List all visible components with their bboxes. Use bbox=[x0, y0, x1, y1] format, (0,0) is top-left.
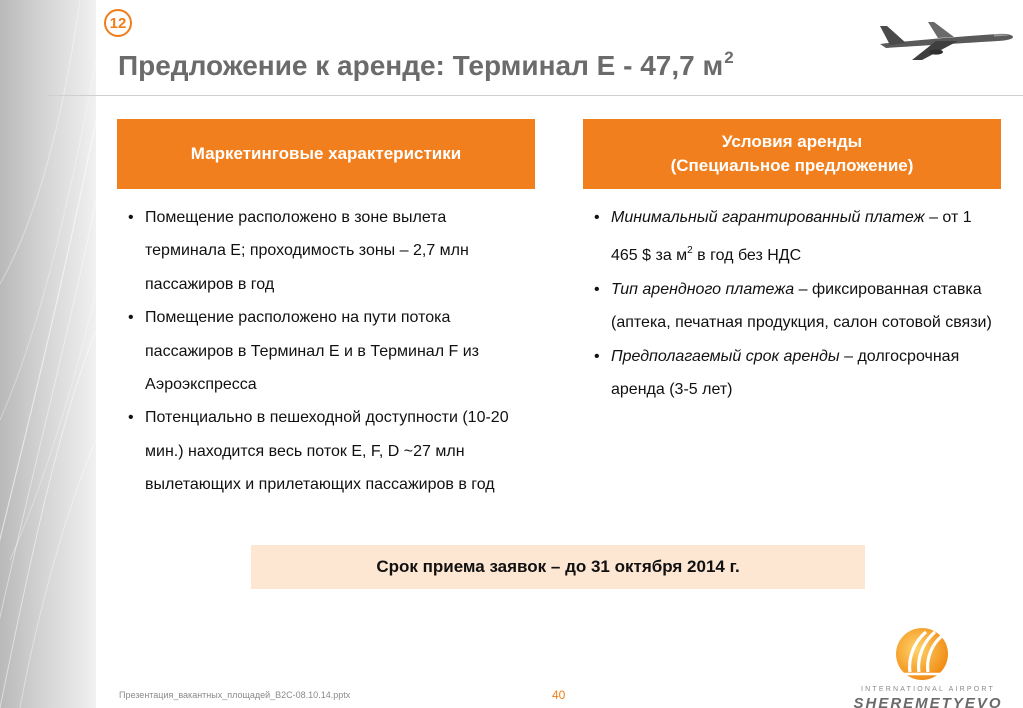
logo-tagline: INTERNATIONAL AIRPORT bbox=[861, 686, 995, 693]
marketing-header bbox=[117, 119, 535, 189]
logo-name: SHEREMETYEVO bbox=[853, 695, 1003, 708]
decor-curves bbox=[0, 0, 96, 708]
page-title-sup: 2 bbox=[724, 48, 734, 67]
term-text: – долгосрочная аренда (3-5 лет) bbox=[611, 347, 960, 399]
title-divider bbox=[48, 95, 1023, 96]
term-text: – от 1 465 $ за м bbox=[611, 209, 972, 265]
term-sup: 2 bbox=[687, 245, 693, 257]
lease-terms-bullets bbox=[584, 201, 1002, 406]
deadline-banner bbox=[251, 545, 865, 589]
slide-number-badge bbox=[104, 9, 132, 37]
airplane-icon bbox=[876, 8, 1016, 66]
term-label: Предполагаемый срок аренды bbox=[611, 347, 840, 365]
lease-terms-header-line1: Условия аренды bbox=[721, 132, 863, 151]
list-item bbox=[584, 201, 1002, 273]
lease-terms-header bbox=[583, 119, 1001, 189]
page-title-text: Предложение к аренде: Терминал Е - 47,7 м bbox=[118, 50, 724, 81]
sheremetyevo-emblem-icon bbox=[890, 624, 954, 684]
page-title bbox=[118, 48, 734, 82]
list-item: • Помещение расположено на пути потока пассажиров в Терминал Е и в Терминал F из Аэроэкспресса bbox=[118, 301, 528, 401]
list-item bbox=[584, 340, 1002, 407]
term-label: Тип арендного платежа bbox=[611, 280, 795, 298]
marketing-bullets bbox=[118, 201, 528, 502]
page-number: 40 bbox=[552, 688, 566, 702]
sheremetyevo-logo bbox=[838, 624, 1018, 708]
marketing-header-label: Маркетинговые характеристики bbox=[190, 144, 462, 163]
term-label: Минимальный гарантированный платеж bbox=[611, 209, 925, 226]
deadline-text: Срок приема заявок – до 31 октября 2014 г. bbox=[376, 557, 740, 576]
slide-number: 12 bbox=[109, 14, 127, 32]
list-item: • Помещение расположено в зоне вылета терминала Е; проходимость зоны – 2,7 млн пассажиров в год bbox=[118, 201, 528, 301]
term-text: – фиксированная ставка (аптека, печатная продукция, салон сотовой связи) bbox=[611, 280, 992, 332]
list-item bbox=[584, 273, 1002, 340]
list-item: • Потенциально в пешеходной доступности (10-20 мин.) находится весь поток E, F, D ~27 млн вылетающих и прилетающих пассажиров в год bbox=[118, 401, 528, 501]
side-decor-band bbox=[0, 0, 96, 708]
term-text: в год без НДС bbox=[692, 247, 802, 265]
footer-file-name: Презентация_вакантных_площадей_B2C-08.10.14.pptx bbox=[119, 690, 351, 700]
lease-terms-header-line2: (Специальное предложение) bbox=[670, 156, 914, 175]
